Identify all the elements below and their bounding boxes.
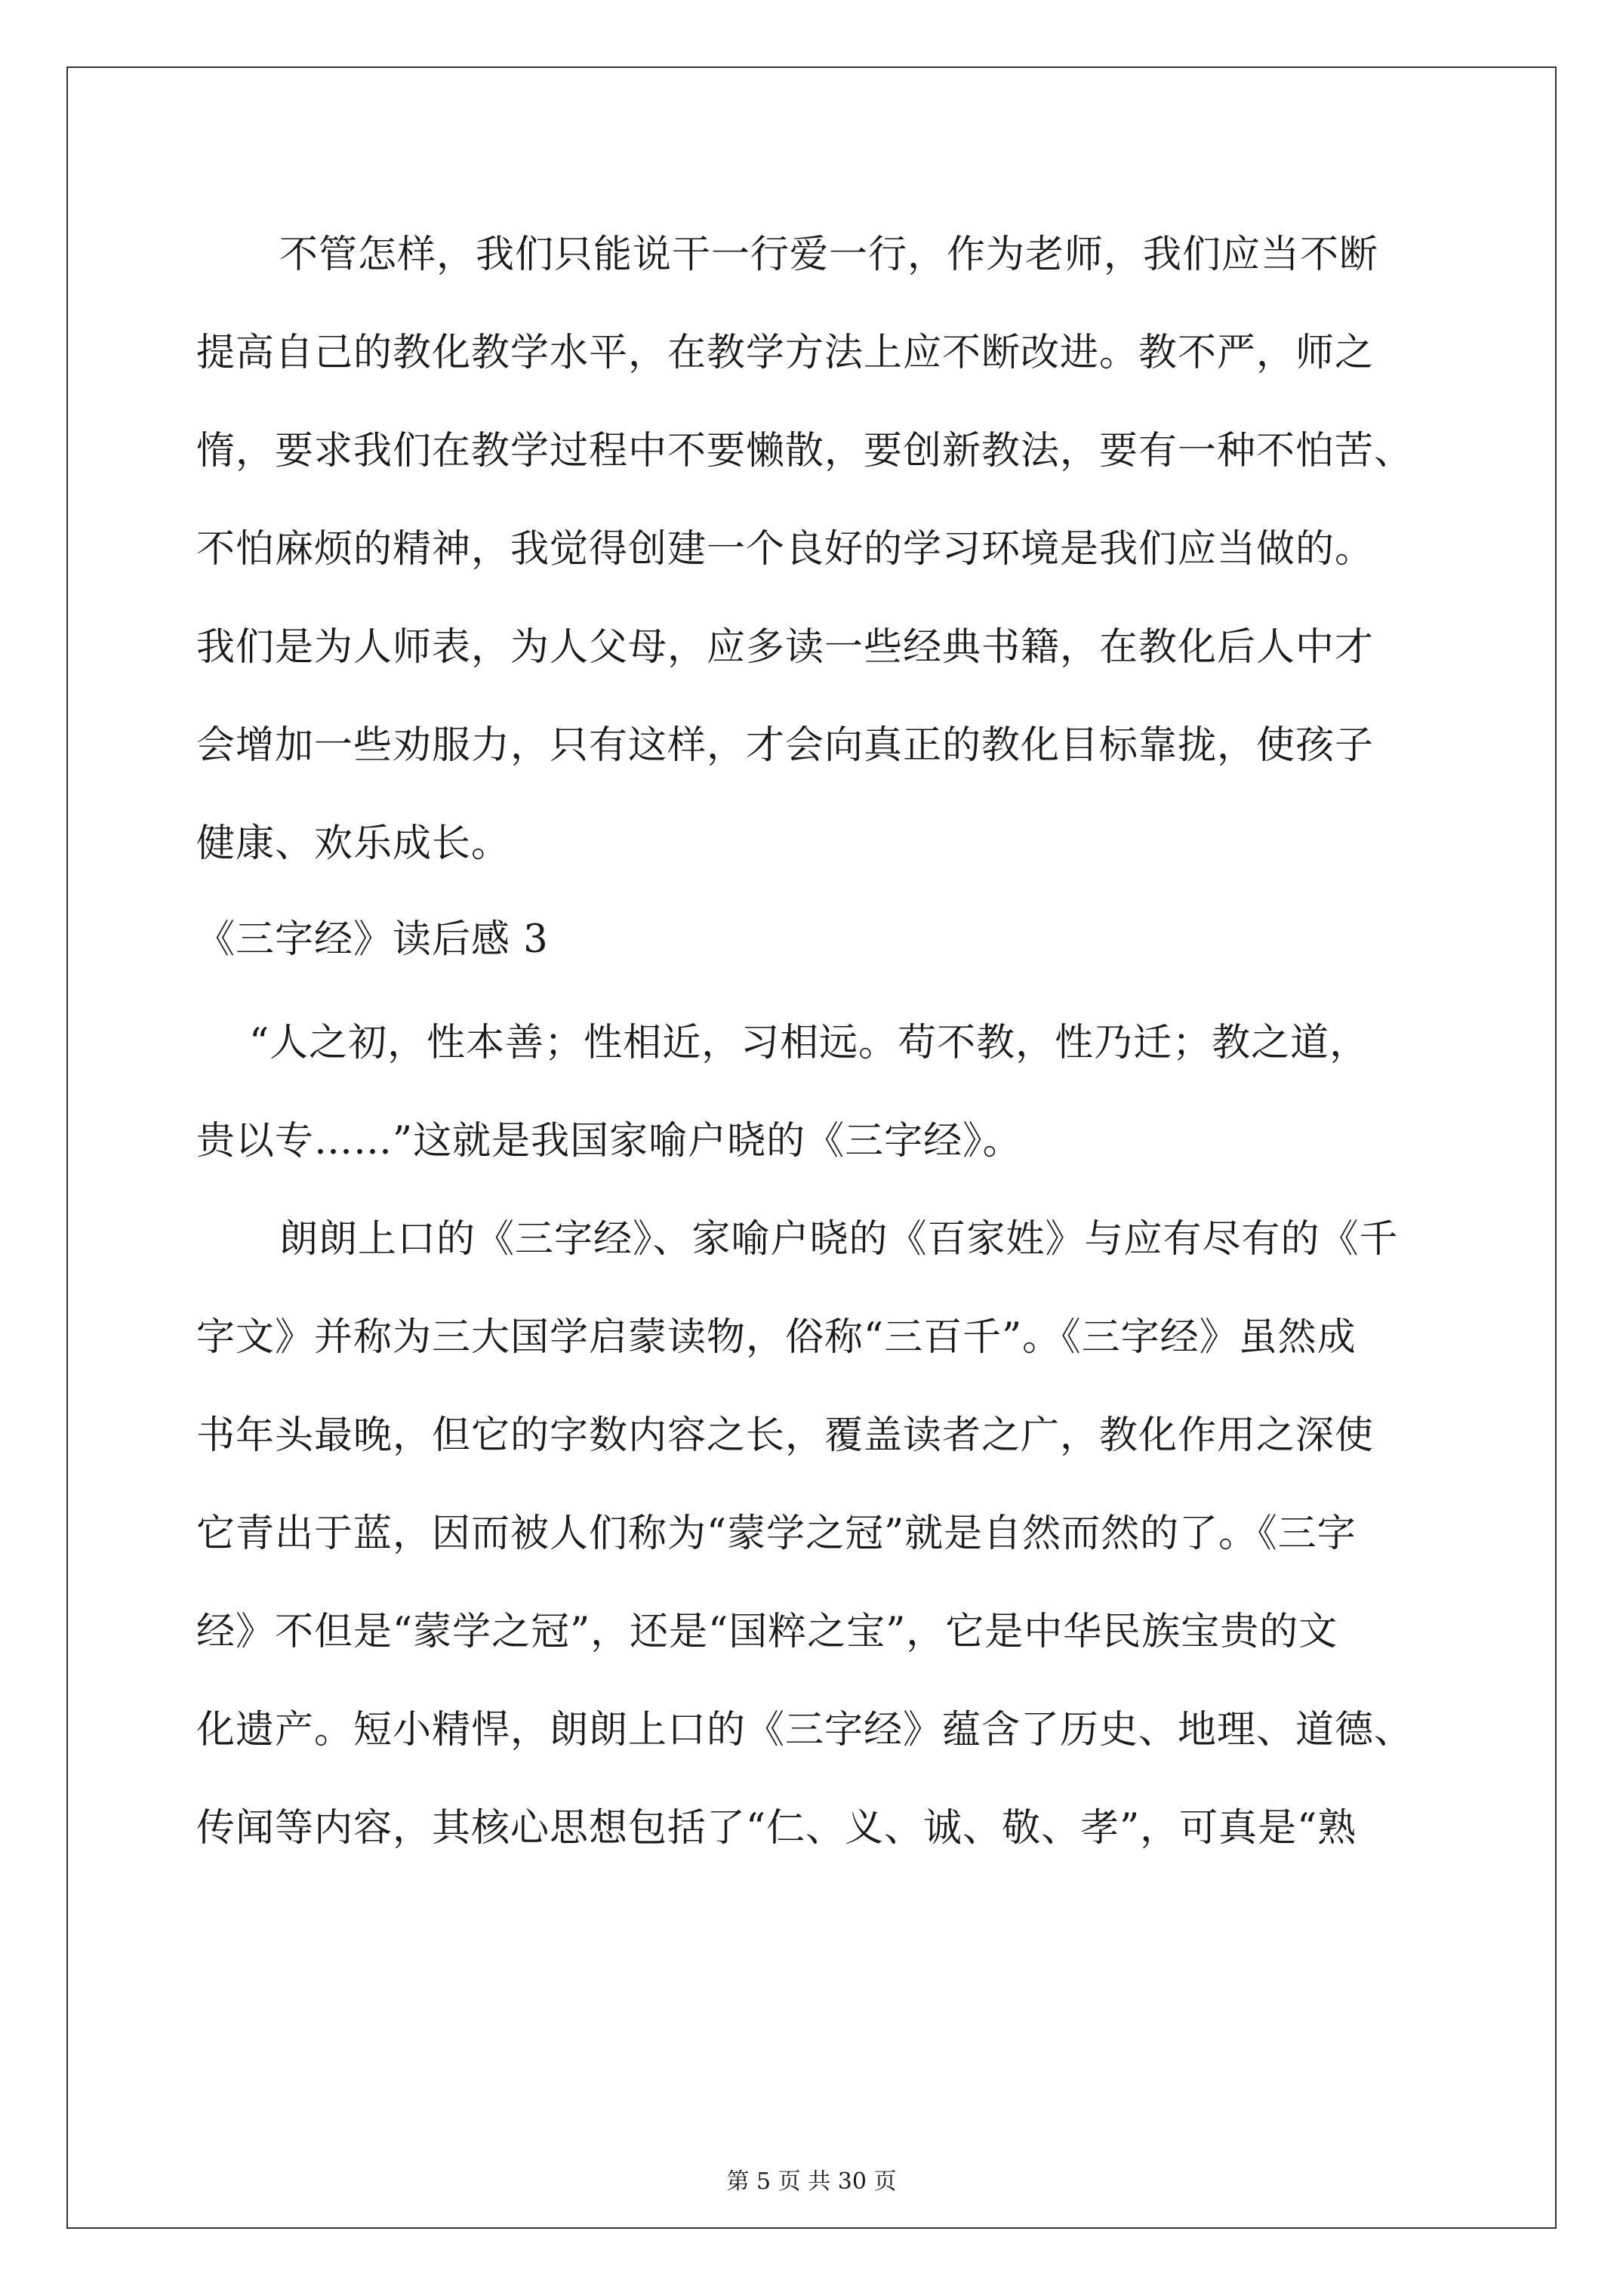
paragraph-line: 传闻等内容，其核心思想包括了“仁、义、诚、敬、孝”，可真是“熟 [196,1806,1357,1851]
paragraph-line: 朗朗上口的《三字经》、家喻户晓的《百家姓》与应有尽有的《千 [279,1217,1399,1262]
paragraph-line: “人之初，性本善；性相近，习相远。苟不教，性乃迁；教之道， [249,1021,1369,1065]
page-number-footer: 第 5 页 共 30 页 [726,2168,897,2195]
paragraph-line: 经》不但是“蒙学之冠”，还是“国粹之宝”，它是中华民族宝贵的文 [196,1610,1338,1654]
paragraph-line: 提高自己的教化教学水平，在教学方法上应不断改进。教不严，师之 [196,331,1375,375]
paragraph-line: 健康、欢乐成长。 [196,821,511,866]
paragraph-line: 化遗产。短小精悍，朗朗上口的《三字经》蕴含了历史、地理、道德、 [196,1708,1414,1752]
paragraph-line: 惰，要求我们在教学过程中不要懒散，要创新教法，要有一种不怕苦、 [196,429,1414,473]
paragraph-line: 不怕麻烦的精神，我觉得创建一个良好的学习环境是我们应当做的。 [196,527,1375,572]
paragraph-line: 书年头最晚，但它的字数内容之长，覆盖读者之广，教化作用之深使 [196,1413,1375,1458]
paragraph-line: 贵以专……”这就是我国家喻户晓的《三字经》。 [196,1119,1022,1163]
paragraph-line: 会增加一些劝服力，只有这样，才会向真正的教化目标靠拢，使孩子 [196,723,1375,768]
paragraph-line: 它青出于蓝，因而被人们称为“蒙学之冠”就是自然而然的了。《三字 [196,1512,1357,1556]
paragraph-line: 我们是为人师表，为人父母，应多读一些经典书籍，在教化后人中才 [196,625,1375,670]
paragraph-line: 不管怎样，我们只能说干一行爱一行，作为老师，我们应当不断 [279,233,1379,277]
section-heading: 《三字经》读后感 3 [196,917,549,962]
paragraph-line: 字文》并称为三大国学启蒙读物，俗称“三百千”。《三字经》虽然成 [196,1315,1357,1360]
